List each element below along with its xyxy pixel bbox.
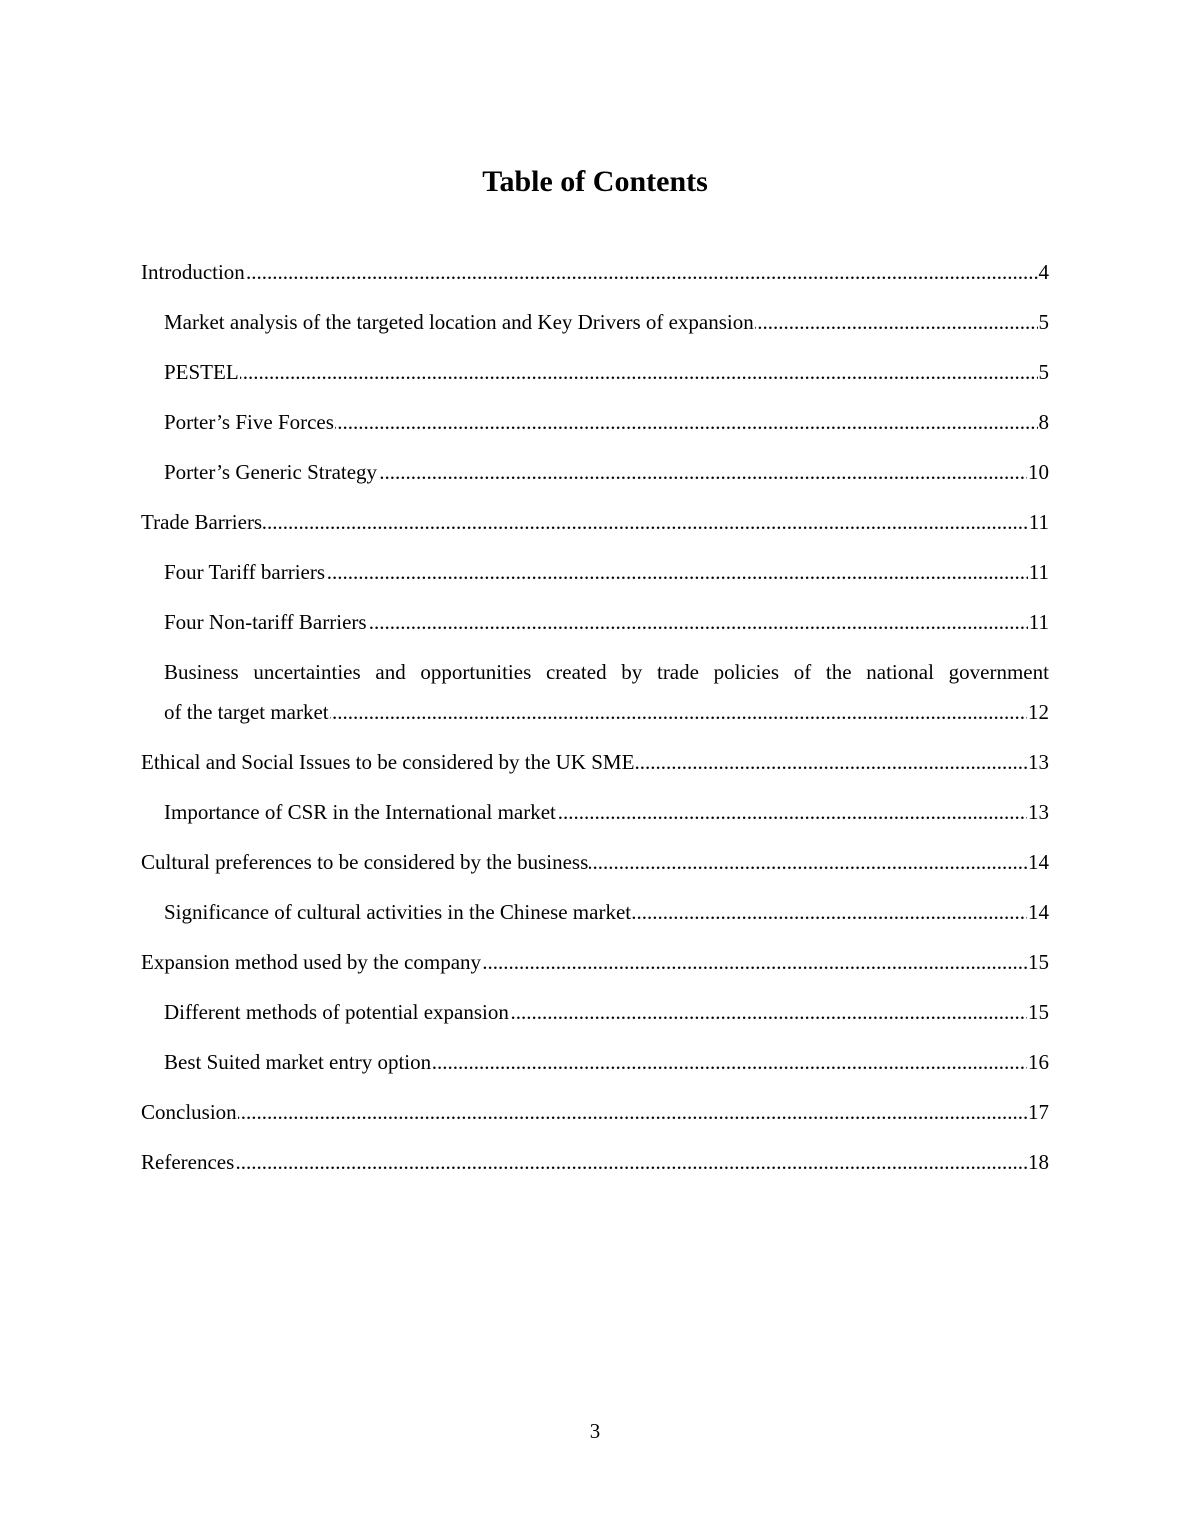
- toc-entry-label-line2-row: [164, 692, 1049, 732]
- toc-entry-ethical-social-issues[interactable]: [141, 742, 1049, 782]
- toc-entry-page: 13: [1027, 792, 1049, 832]
- toc-entry-four-tariff-barriers[interactable]: [164, 552, 1049, 592]
- toc-entry-page: 12: [1027, 692, 1049, 732]
- toc-entry-label-line1: [164, 652, 1049, 692]
- toc-entry-conclusion[interactable]: [141, 1092, 1049, 1132]
- toc-entry-different-methods[interactable]: [164, 992, 1049, 1032]
- toc-entry-label: Conclusion: [141, 1100, 237, 1124]
- toc-entry-label: Ethical and Social Issues to be considered by the UK SME: [141, 750, 635, 774]
- toc-entry-label: PESTEL: [164, 360, 239, 384]
- toc-entry-word: by: [621, 660, 643, 684]
- toc-entry-cultural-preferences[interactable]: [141, 842, 1049, 882]
- page-number: 3: [589, 1419, 601, 1443]
- toc-entry-page: 18: [1027, 1142, 1049, 1182]
- toc-entry-word: and: [375, 660, 406, 684]
- toc-entry-label-line2: of the target market: [164, 700, 329, 724]
- toc-entry-label: Introduction: [141, 260, 245, 284]
- toc-leader-dots: [141, 1142, 1049, 1182]
- toc-entry-introduction[interactable]: [141, 252, 1049, 292]
- toc-entry-page: 5: [1038, 352, 1050, 392]
- toc-entry-word: opportunities: [420, 660, 532, 684]
- toc-entry-page: 15: [1027, 992, 1049, 1032]
- toc-leader-dots: [164, 352, 1049, 392]
- toc-entry-label: Different methods of potential expansion: [164, 1000, 509, 1024]
- toc-entry-page: 8: [1038, 402, 1050, 442]
- toc-entry-label: [164, 652, 1049, 692]
- toc-entry-page: 14: [1027, 842, 1049, 882]
- toc-entry-four-non-tariff-barriers[interactable]: [164, 602, 1049, 642]
- toc-entry-porters-generic-strategy[interactable]: [164, 452, 1049, 492]
- toc-entry-word: trade: [656, 660, 699, 684]
- toc-entry-label: Cultural preferences to be considered by the business: [141, 850, 589, 874]
- toc-entry-page: 11: [1028, 552, 1049, 592]
- toc-entry-page: 4: [1038, 252, 1050, 292]
- toc-entry-word: Business: [164, 660, 239, 684]
- toc-entry-label: Four Non-tariff Barriers: [164, 610, 367, 634]
- toc-leader-dots: [141, 252, 1049, 292]
- toc-entry-page: 14: [1027, 892, 1049, 932]
- toc-list: [141, 252, 1049, 1192]
- toc-entry-page: 17: [1027, 1092, 1049, 1132]
- toc-entry-label: Expansion method used by the company: [141, 950, 482, 974]
- toc-entry-label: Porter’s Generic Strategy: [164, 460, 378, 484]
- toc-entry-word: policies: [713, 660, 779, 684]
- toc-entry-word: uncertainties: [253, 660, 361, 684]
- toc-entry-word: government: [948, 660, 1049, 684]
- toc-entry-word: national: [866, 660, 934, 684]
- toc-title: Table of Contents: [482, 165, 708, 198]
- toc-entry-references[interactable]: [141, 1142, 1049, 1182]
- toc-entry-page: 15: [1027, 942, 1049, 982]
- toc-leader-dots: [141, 502, 1049, 542]
- toc-entry-label: Porter’s Five Forces: [164, 410, 334, 434]
- toc-entry-market-analysis[interactable]: [164, 302, 1049, 342]
- toc-entry-porters-five-forces[interactable]: [164, 402, 1049, 442]
- toc-entry-page: 11: [1028, 602, 1049, 642]
- toc-entry-importance-of-csr[interactable]: [164, 792, 1049, 832]
- toc-entry-trade-barriers[interactable]: [141, 502, 1049, 542]
- toc-leader-dots: [141, 1092, 1049, 1132]
- toc-entry-word: the: [825, 660, 852, 684]
- toc-entry-page: 10: [1027, 452, 1049, 492]
- toc-entry-label: Four Tariff barriers: [164, 560, 326, 584]
- toc-entry-expansion-method[interactable]: [141, 942, 1049, 982]
- toc-entry-business-uncertainties[interactable]: [164, 652, 1049, 732]
- toc-entry-pestel[interactable]: [164, 352, 1049, 392]
- toc-entry-label: Market analysis of the targeted location and Key Drivers of expansion: [164, 310, 754, 334]
- toc-entry-word: of: [793, 660, 812, 684]
- toc-entry-label: Significance of cultural activities in the Chinese market: [164, 900, 632, 924]
- toc-entry-label: References: [141, 1150, 235, 1174]
- toc-entry-label: Best Suited market entry option: [164, 1050, 432, 1074]
- toc-entry-label: Trade Barriers: [141, 510, 263, 534]
- toc-entry-page: 5: [1038, 302, 1050, 342]
- toc-entry-best-suited-entry[interactable]: [164, 1042, 1049, 1082]
- toc-entry-page: 11: [1028, 502, 1049, 542]
- toc-entry-significance-cultural-activities[interactable]: [164, 892, 1049, 932]
- toc-entry-page: 13: [1027, 742, 1049, 782]
- toc-entry-word: created: [545, 660, 607, 684]
- toc-entry-page: 16: [1027, 1042, 1049, 1082]
- toc-entry-label: Importance of CSR in the International market: [164, 800, 556, 824]
